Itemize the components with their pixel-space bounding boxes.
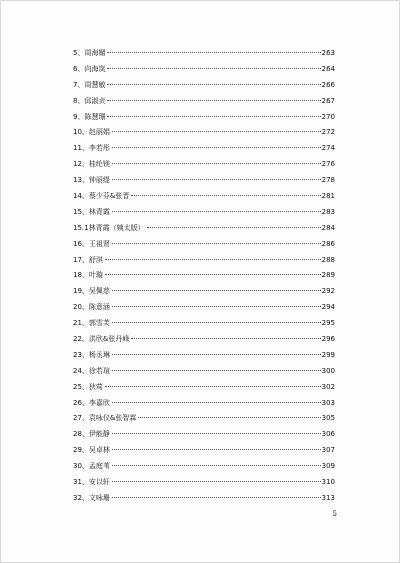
dot-leader — [112, 465, 321, 466]
dot-leader — [112, 163, 321, 164]
toc-entry[interactable] — [73, 366, 335, 382]
toc-entry[interactable] — [73, 112, 335, 128]
toc-entry[interactable] — [73, 48, 335, 64]
toc-entry-page-number: 305 — [321, 414, 335, 423]
toc-entry-page-number: 288 — [321, 255, 335, 264]
toc-entry-title: 6、向海岚 — [73, 64, 106, 73]
toc-entry-page-number: 292 — [321, 287, 335, 296]
toc-entry-title: 24、徐若瑄 — [73, 366, 110, 375]
toc-entry-page-number: 289 — [321, 271, 335, 280]
dot-leader — [105, 259, 321, 260]
dot-leader — [112, 433, 321, 434]
dot-leader — [112, 370, 321, 371]
dot-leader — [112, 354, 321, 355]
dot-leader — [138, 417, 320, 418]
toc-entry-page-number: 294 — [321, 303, 335, 312]
toc-entry[interactable] — [73, 429, 335, 445]
toc-entry-title: 20、陈意涵 — [73, 303, 110, 312]
toc-entry[interactable] — [73, 143, 335, 159]
dot-leader — [105, 274, 321, 275]
toc-entry[interactable] — [73, 207, 335, 223]
dot-leader — [112, 179, 321, 180]
table-of-contents — [73, 48, 335, 509]
dot-leader — [112, 322, 321, 323]
toc-entry[interactable] — [73, 318, 335, 334]
page-number: 5 — [332, 510, 337, 518]
dot-leader — [112, 243, 321, 244]
toc-entry-title: 11、李若彤 — [73, 144, 110, 153]
toc-entry-title: 13、钟丽缇 — [73, 176, 110, 185]
toc-entry[interactable] — [73, 96, 335, 112]
toc-entry-page-number: 267 — [321, 96, 335, 105]
dot-leader — [112, 481, 321, 482]
toc-entry[interactable] — [73, 255, 335, 271]
toc-entry[interactable] — [73, 191, 335, 207]
toc-entry-title: 28、伊能静 — [73, 430, 110, 439]
toc-entry[interactable] — [73, 334, 335, 350]
toc-entry[interactable] — [73, 239, 335, 255]
dot-leader — [107, 68, 320, 69]
dot-leader — [112, 131, 321, 132]
toc-entry[interactable] — [73, 398, 335, 414]
dot-leader — [112, 211, 321, 212]
toc-entry-title: 9、陈慧珊 — [73, 112, 106, 121]
toc-entry[interactable] — [73, 350, 335, 366]
toc-entry-page-number: 272 — [321, 128, 335, 137]
dot-leader — [107, 100, 320, 101]
toc-entry-page-number: 309 — [321, 462, 335, 471]
dot-leader — [112, 497, 321, 498]
toc-entry-page-number: 286 — [321, 239, 335, 248]
dot-leader — [131, 338, 320, 339]
toc-entry-page-number: 300 — [321, 366, 335, 375]
toc-entry-page-number: 299 — [321, 350, 335, 359]
toc-entry-page-number: 274 — [321, 144, 335, 153]
toc-entry-title: 19、吴佩慈 — [73, 287, 110, 296]
toc-entry[interactable] — [73, 461, 335, 477]
toc-entry[interactable] — [73, 127, 335, 143]
toc-entry-page-number: 284 — [321, 223, 335, 232]
toc-entry-page-number: 307 — [321, 446, 335, 455]
toc-entry-title: 27、袁咏仪&张智霖 — [73, 414, 137, 423]
toc-entry[interactable] — [73, 159, 335, 175]
toc-entry[interactable] — [73, 493, 335, 509]
toc-entry-title: 21、郭雪芙 — [73, 319, 110, 328]
toc-entry-page-number: 264 — [321, 64, 335, 73]
toc-entry[interactable] — [73, 223, 335, 239]
dot-leader — [105, 386, 321, 387]
toc-entry-page-number: 306 — [321, 430, 335, 439]
toc-entry-title: 10、赵丽娟 — [73, 128, 110, 137]
dot-leader — [112, 402, 321, 403]
toc-entry-title: 15.1林青霞（姨太版） — [73, 223, 145, 232]
toc-entry-page-number: 295 — [321, 319, 335, 328]
toc-entry-title: 12、桂纶镁 — [73, 160, 110, 169]
toc-entry[interactable] — [73, 270, 335, 286]
toc-entry-title: 15、林青霞 — [73, 207, 110, 216]
toc-entry-page-number: 303 — [321, 398, 335, 407]
toc-entry-title: 23、杨丞琳 — [73, 350, 110, 359]
toc-entry[interactable] — [73, 445, 335, 461]
toc-entry[interactable] — [73, 382, 335, 398]
toc-entry-title: 16、王祖贤 — [73, 239, 110, 248]
toc-entry-page-number: 302 — [321, 382, 335, 391]
toc-entry-page-number: 263 — [321, 49, 335, 57]
toc-entry-page-number: 310 — [321, 478, 335, 487]
toc-entry-title: 5、周海媚 — [73, 49, 106, 57]
dot-leader — [107, 52, 320, 53]
toc-entry-page-number: 276 — [321, 160, 335, 169]
dot-leader — [112, 306, 321, 307]
toc-entry-title: 17、舒淇 — [73, 255, 103, 264]
toc-entry-title: 32、文咏珊 — [73, 493, 110, 502]
toc-entry-title: 18、叶璇 — [73, 271, 103, 280]
dot-leader — [107, 84, 320, 85]
toc-entry[interactable] — [73, 302, 335, 318]
toc-entry-title: 14、蔡少芬&张晋 — [73, 192, 130, 201]
toc-entry-page-number: 313 — [321, 493, 335, 502]
toc-entry[interactable] — [73, 64, 335, 80]
dot-leader — [147, 227, 321, 228]
dot-leader — [131, 195, 320, 196]
toc-entry-title: 25、狄莺 — [73, 382, 103, 391]
toc-entry-page-number: 283 — [321, 207, 335, 216]
toc-entry-page-number: 278 — [321, 176, 335, 185]
toc-entry-title: 29、吴卓林 — [73, 446, 110, 455]
toc-entry-page-number: 296 — [321, 335, 335, 344]
toc-entry-title: 22、洪欣&张丹峰 — [73, 335, 130, 344]
toc-entry[interactable] — [73, 413, 335, 429]
toc-entry-title: 31、安以轩 — [73, 478, 110, 487]
toc-entry-page-number: 266 — [321, 80, 335, 89]
toc-entry[interactable] — [73, 286, 335, 302]
toc-entry-title: 7、周慧敏 — [73, 80, 106, 89]
dot-leader — [112, 147, 321, 148]
toc-entry-title: 30、孟庭苇 — [73, 462, 110, 471]
toc-entry[interactable] — [73, 477, 335, 493]
dot-leader — [112, 449, 321, 450]
toc-entry-page-number: 281 — [321, 192, 335, 201]
toc-entry[interactable] — [73, 175, 335, 191]
dot-leader — [107, 116, 320, 117]
toc-entry-title: 8、邱淑贞 — [73, 96, 106, 105]
toc-entry-page-number: 270 — [321, 112, 335, 121]
dot-leader — [112, 290, 321, 291]
toc-entry[interactable] — [73, 80, 335, 96]
toc-entry-title: 26、李嘉欣 — [73, 398, 110, 407]
